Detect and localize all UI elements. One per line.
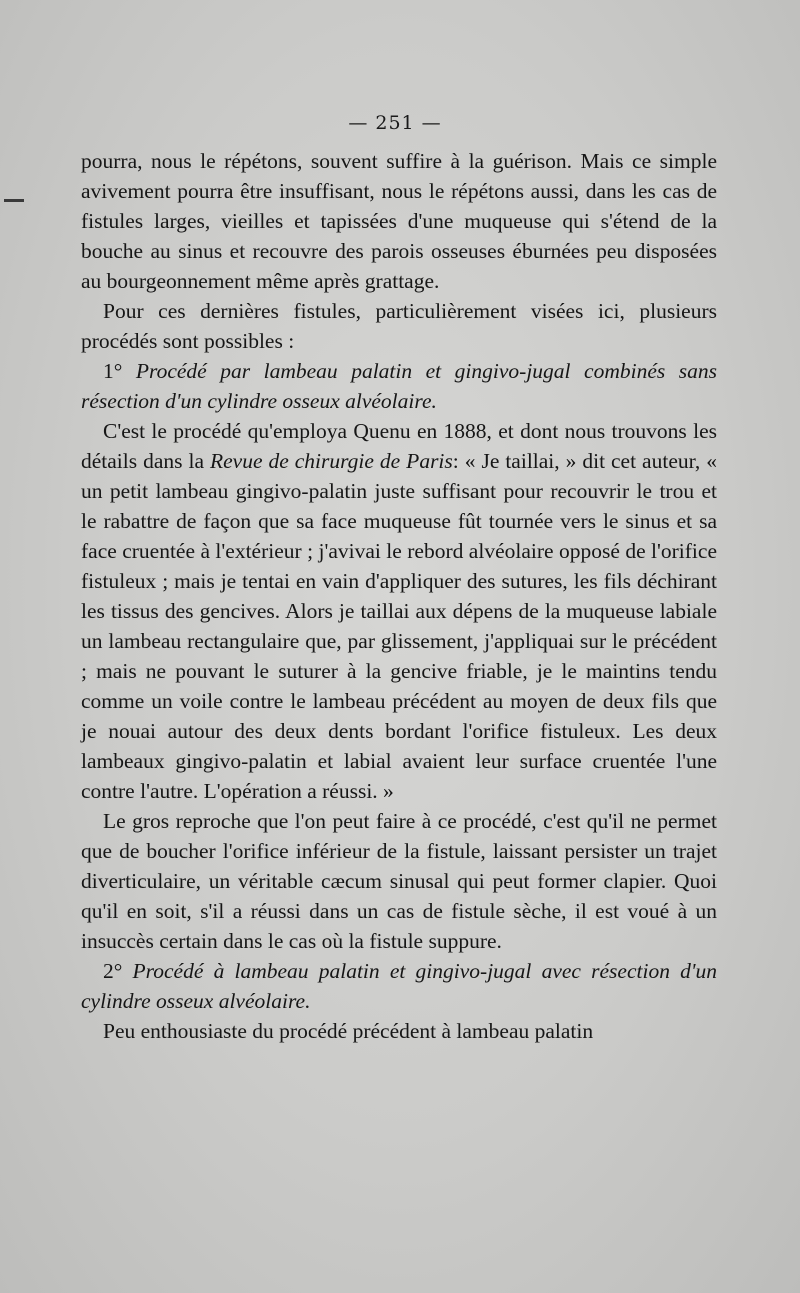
- section-number: 2°: [103, 959, 123, 983]
- paragraph-text: C'est le procédé qu'employa Quenu en 1888, et dont nous trouvons les détails dans la: [81, 419, 717, 473]
- journal-title: Revue de chirurgie de Paris: [209, 449, 453, 473]
- section-heading: [81, 956, 717, 1016]
- paragraph-text: Le gros reproche que l'on peut faire à ce procédé, c'est qu'il ne permet que de boucher l'orifice inférieur de la fistule, laissant persister un trajet diverticulaire, un véritable cæcum sinusal qui peut former clapier. Quoi qu'il en soit, s'il a réussi dans un cas de fistule sèche, il est voué à un insuccès certain dans le cas où la fistule suppure.: [81, 809, 717, 953]
- paragraph-text: Pour ces dernières fistules, particulièrement visées ici, plusieurs procédés sont possibles :: [81, 299, 717, 353]
- paragraph-continuation: [81, 146, 717, 296]
- paragraph-text: Peu enthousiaste du procédé précédent à lambeau palatin: [103, 1019, 594, 1043]
- paragraph: [81, 1016, 717, 1046]
- paragraph-text: pourra, nous le répétons, souvent suffire à la guérison. Mais ce simple avivement pourra être insuffisant, nous le répétons aussi, dans les cas de fistules larges, vieilles et tapissées d'une muqueuse qui s'étend de la bouche au sinus et recouvre des parois osseuses éburnées peu disposées au bourgeonnement même après grattage.: [81, 149, 717, 293]
- paragraph: [81, 806, 717, 956]
- paragraph: [81, 296, 717, 356]
- margin-mark: [4, 199, 24, 202]
- page-number: — 251 —: [348, 112, 442, 134]
- paragraph-text-quote: : « Je taillai, » dit cet auteur, « un petit lambeau gingivo-palatin juste suffisant pour recouvrir le trou et le rabattre de façon que sa face muqueuse fût tournée vers le sinus et sa face cruentée à l'extérieur ; j'avivai le rebord alvéolaire opposé de l'orifice fistuleux ; mais je tentai en vain d'appliquer des sutures, les fils déchirant les tissus des gencives. Alors je taillai aux dépens de la muqueuse labiale un lambeau rectangulaire que, par glissement, j'appliquai sur le précédent ; mais ne pouvant le suturer à la gencive friable, je le maintins tendu comme un voile contre le lambeau précédent au moyen de deux fils que je nouai autour des deux dents bordant l'orifice fistuleux. Les deux lambeaux gingivo-palatin et labial avaient leur surface cruentée l'une contre l'autre. L'opération a réussi. »: [81, 449, 718, 803]
- body-text: [81, 146, 717, 1046]
- section-heading: [81, 356, 717, 416]
- section-heading-text: Procédé par lambeau palatin et gingivo-jugal combinés sans résection d'un cylindre osseux alvéolaire.: [81, 359, 717, 413]
- section-number: 1°: [103, 359, 123, 383]
- paragraph: [81, 416, 717, 806]
- section-heading-text: Procédé à lambeau palatin et gingivo-jugal avec résection d'un cylindre osseux alvéolaire.: [81, 959, 717, 1013]
